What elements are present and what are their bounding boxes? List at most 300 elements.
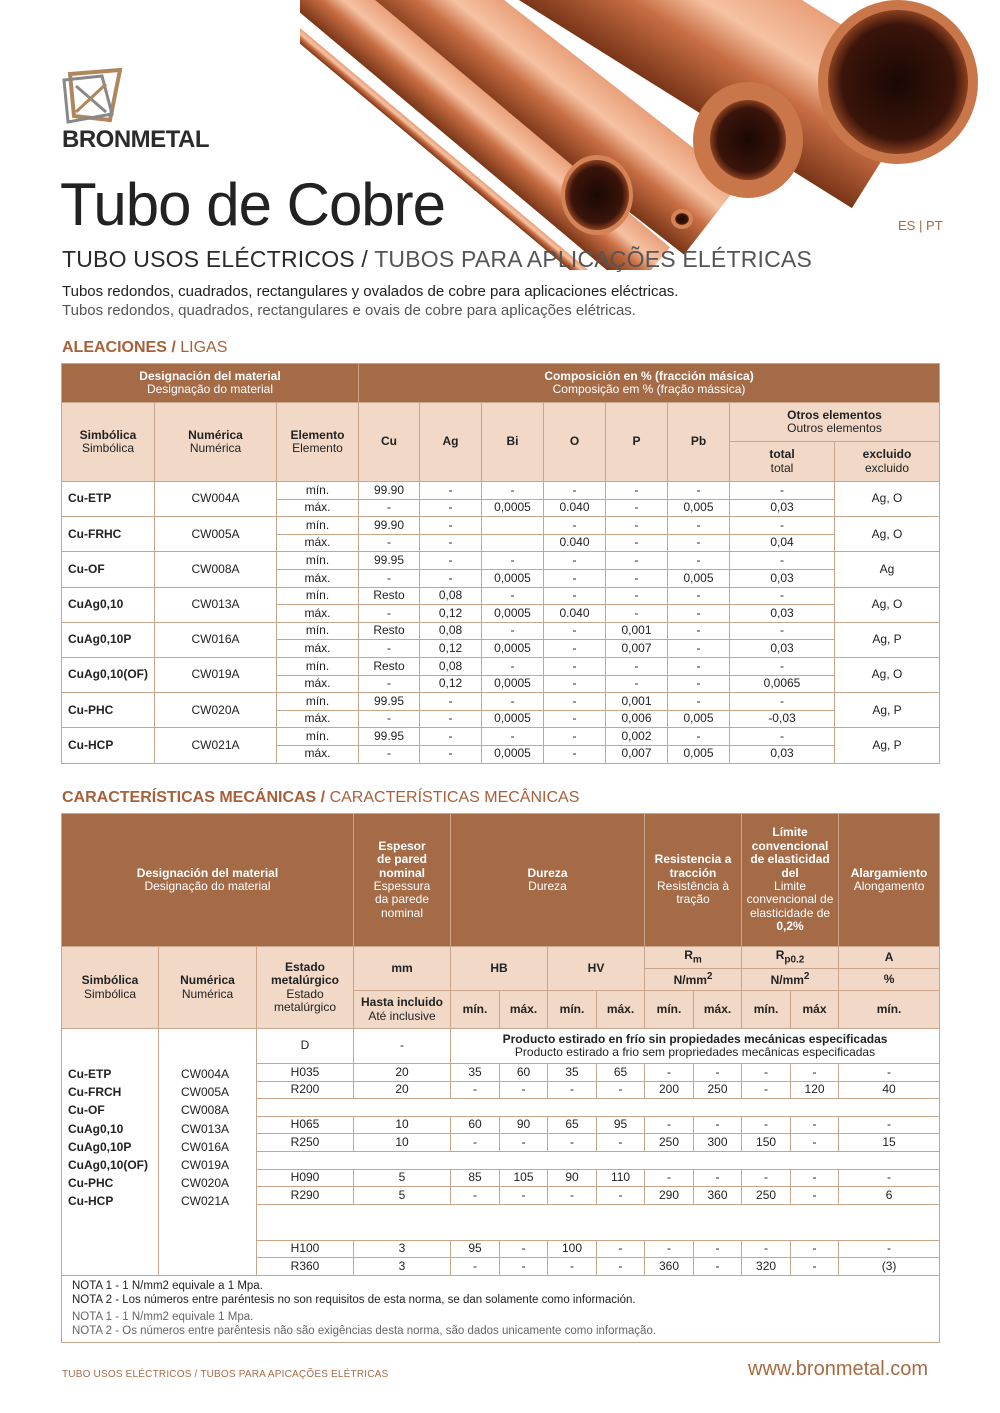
mech-section-pt: CARACTERÍSTICAS MECÂNICAS xyxy=(329,789,580,806)
alloy-excluded: Ag, O xyxy=(835,517,940,552)
alloy-cell: - xyxy=(544,693,606,711)
mech-number: CW008A xyxy=(181,1103,230,1118)
alloy-cell: máx. xyxy=(277,569,359,587)
alloy-cell: 0.040 xyxy=(544,499,606,517)
alloy-cell: 0,006 xyxy=(606,710,668,728)
alloy-cell: 0,0005 xyxy=(482,499,544,517)
alloys-row xyxy=(62,657,940,675)
mech-cell: 10 xyxy=(354,1116,451,1134)
alloy-cell: 0,08 xyxy=(420,622,482,640)
mech-cell: - xyxy=(597,1187,645,1205)
alloy-cell: - xyxy=(606,657,668,675)
mech-h-hasta xyxy=(354,991,451,1029)
mech-cell: 40 xyxy=(839,1081,940,1099)
mech-cell: 95 xyxy=(451,1240,500,1258)
mech-symbol: Cu-OF xyxy=(68,1103,105,1118)
footer-url[interactable]: www.bronmetal.com xyxy=(748,1358,929,1380)
alloy-cell: - xyxy=(668,675,730,693)
mech-cell: - xyxy=(645,1064,694,1082)
alloy-cell: - xyxy=(606,482,668,500)
alloy-cell: 0,12 xyxy=(420,675,482,693)
mech-h-rp-unit xyxy=(742,969,839,991)
mech-cell: 290 xyxy=(645,1187,694,1205)
mech-cell: 360 xyxy=(645,1258,694,1276)
alloy-number: CW020A xyxy=(155,693,277,728)
alloy-number: CW013A xyxy=(155,587,277,622)
mech-cell: - xyxy=(500,1240,548,1258)
alloys-h-elem-es: Elemento xyxy=(290,427,345,442)
mech-cell: - xyxy=(791,1240,839,1258)
note-pt: NOTA 2 - Os números entre parêntesis não são exigências desta norma, são dados unicamente como informação. xyxy=(72,1324,657,1337)
alloy-cell: - xyxy=(359,605,420,623)
mech-cell: - xyxy=(451,1081,500,1099)
alloy-cell: - xyxy=(730,622,835,640)
mech-cell: - xyxy=(597,1258,645,1276)
mech-cell: - xyxy=(791,1169,839,1187)
alloy-cell: - xyxy=(482,587,544,605)
mech-cell: H065 xyxy=(257,1116,354,1134)
page-title: Tubo de Cobre xyxy=(60,171,446,238)
mech-d-note-pt: Producto estirado a frio sem propriedades mecânicas especificadas xyxy=(514,1045,876,1059)
mech-cell: 105 xyxy=(500,1169,548,1187)
mech-cell: 5 xyxy=(354,1169,451,1187)
alloys-body xyxy=(62,482,940,764)
mech-h-simb xyxy=(62,947,159,1029)
alloy-cell: - xyxy=(668,640,730,658)
alloys-h-excl xyxy=(835,442,940,482)
alloys-h-otros-es: Otros elementos xyxy=(787,407,882,422)
alloys-h-num xyxy=(155,403,277,482)
alloy-cell: 0,0005 xyxy=(482,675,544,693)
mech-h-dur xyxy=(451,814,645,947)
mech-h-rm-sup: 2 xyxy=(706,971,713,983)
mech-h-rp-min: mín. xyxy=(742,991,791,1029)
alloy-cell: 0,0005 xyxy=(482,640,544,658)
alloy-cell: - xyxy=(606,587,668,605)
mech-cell: 20 xyxy=(354,1064,451,1082)
mech-cell: - xyxy=(791,1116,839,1134)
alloy-cell: 0,001 xyxy=(606,622,668,640)
alloys-row xyxy=(62,728,940,746)
alloys-row xyxy=(62,693,940,711)
mech-cell: - xyxy=(645,1240,694,1258)
alloy-cell: - xyxy=(482,657,544,675)
alloy-cell xyxy=(482,517,544,535)
mech-state: D xyxy=(257,1029,354,1064)
alloy-cell: - xyxy=(544,587,606,605)
alloys-h-elem-pt: Elemento xyxy=(292,441,343,455)
alloy-number: CW005A xyxy=(155,517,277,552)
mech-row xyxy=(62,1029,940,1064)
mech-cell: - xyxy=(548,1134,597,1152)
alloy-cell: 0,03 xyxy=(730,569,835,587)
alloy-cell: - xyxy=(606,534,668,552)
mech-cell: 200 xyxy=(645,1081,694,1099)
alloy-cell: - xyxy=(668,622,730,640)
alloys-h-num-pt: Numérica xyxy=(189,441,242,455)
alloy-cell: - xyxy=(668,517,730,535)
mech-symbol: Cu-HCP xyxy=(68,1194,114,1209)
alloy-cell: mín. xyxy=(277,482,359,500)
alloys-h-o: O xyxy=(544,403,606,482)
mech-h-rm-min: mín. xyxy=(645,991,694,1029)
alloy-excluded: Ag, P xyxy=(835,693,940,728)
mech-cell: - xyxy=(500,1081,548,1099)
alloy-cell: - xyxy=(482,622,544,640)
mech-h-num-pt: Numérica xyxy=(181,986,234,1001)
alloy-cell: - xyxy=(420,569,482,587)
mech-number: CW021A xyxy=(181,1194,230,1209)
mech-h-rp-sup: 2 xyxy=(803,971,810,983)
alloys-row xyxy=(62,552,940,570)
mech-number: CW013A xyxy=(181,1121,230,1136)
mech-cell: - xyxy=(791,1187,839,1205)
mech-number: CW005A xyxy=(181,1085,230,1100)
alloy-cell: mín. xyxy=(277,622,359,640)
alloy-cell: - xyxy=(668,693,730,711)
mech-d-note-es: Producto estirado en frío sin propiedades mecánicas especificadas xyxy=(502,1031,888,1046)
mech-cell: H090 xyxy=(257,1169,354,1187)
alloy-cell: máx. xyxy=(277,640,359,658)
mech-cell: 360 xyxy=(694,1187,742,1205)
mech-h-hv-max: máx. xyxy=(597,991,645,1029)
mech-h-lim-pt: Limite convencional de elasticidade de xyxy=(746,879,834,920)
mech-h-lim xyxy=(742,814,839,947)
mech-h-hb: HB xyxy=(451,947,548,991)
mech-cell: R200 xyxy=(257,1081,354,1099)
note-pt: NOTA 1 - 1 N/mm2 equivale 1 Mpa. xyxy=(72,1311,254,1324)
mech-cell: H035 xyxy=(257,1064,354,1082)
alloy-cell: - xyxy=(668,728,730,746)
alloy-cell: - xyxy=(420,517,482,535)
mech-cell: - xyxy=(742,1240,791,1258)
mech-cell: R290 xyxy=(257,1187,354,1205)
mech-header-row-1 xyxy=(62,814,940,947)
mech-cell: - xyxy=(645,1116,694,1134)
mech-spacer xyxy=(257,1099,940,1117)
alloy-cell: mín. xyxy=(277,587,359,605)
alloy-cell: 0,001 xyxy=(606,693,668,711)
mech-h-pct: % xyxy=(839,969,940,991)
alloys-h-elem xyxy=(277,403,359,482)
alloys-h-otros-pt: Outros elementos xyxy=(787,421,882,435)
mech-h-rm-nmm: N/mm xyxy=(673,973,707,988)
mech-h-rm-unit xyxy=(645,969,742,991)
note-es: NOTA 2 - Los números entre paréntesis no son requisitos de esta norma, se dan solamente como información. xyxy=(72,1293,636,1306)
alloys-h-num-es: Numérica xyxy=(188,427,243,442)
alloys-h-bi: Bi xyxy=(482,403,544,482)
mech-cell: - xyxy=(839,1169,940,1187)
mech-cell: 90 xyxy=(500,1116,548,1134)
alloy-cell: máx. xyxy=(277,745,359,763)
alloy-cell: - xyxy=(730,657,835,675)
mech-h-lim-es: Límite convencional de elasticidad del xyxy=(750,825,830,880)
mech-symbol: Cu-PHC xyxy=(68,1176,114,1191)
alloy-cell: máx. xyxy=(277,605,359,623)
alloy-cell: 0,005 xyxy=(668,745,730,763)
mech-h-a: A xyxy=(839,947,940,969)
mech-h-rp-nmm: N/mm xyxy=(770,973,804,988)
alloy-cell: - xyxy=(482,728,544,746)
mech-h-lim-b: 0,2% xyxy=(776,919,804,934)
mech-h-rp-max: máx xyxy=(791,991,839,1029)
mech-cell: 150 xyxy=(742,1134,791,1152)
mech-h-dur-es: Dureza xyxy=(527,865,568,880)
mech-cell: 110 xyxy=(597,1169,645,1187)
alloys-h-simb-pt: Simbólica xyxy=(81,441,135,455)
alloy-cell: 0,12 xyxy=(420,640,482,658)
mech-cell: 35 xyxy=(451,1064,500,1082)
mech-h-rm-r: R xyxy=(684,948,693,963)
alloy-cell: - xyxy=(420,482,482,500)
alloy-cell: - xyxy=(668,587,730,605)
mech-cell: - xyxy=(742,1081,791,1099)
alloy-cell: - xyxy=(359,499,420,517)
alloys-row xyxy=(62,622,940,640)
mech-table xyxy=(61,813,940,1343)
mech-cell: R250 xyxy=(257,1134,354,1152)
alloy-cell: - xyxy=(482,693,544,711)
mech-section-title xyxy=(62,789,579,807)
language-indicator: ES | PT xyxy=(898,218,943,233)
mech-number: CW004A xyxy=(181,1067,230,1081)
mech-cell: - xyxy=(839,1064,940,1082)
mech-cell: R360 xyxy=(257,1258,354,1276)
alloy-cell xyxy=(482,534,544,552)
mech-h-esp xyxy=(354,814,451,947)
alloys-h-comp-es: Composición en % (fracción másica) xyxy=(544,368,754,383)
mech-spacer xyxy=(257,1151,940,1169)
alloy-cell: 99.95 xyxy=(359,693,420,711)
mech-cell: 3 xyxy=(354,1258,451,1276)
alloy-cell: mín. xyxy=(277,657,359,675)
alloy-cell: 0,005 xyxy=(668,710,730,728)
alloy-number: CW019A xyxy=(155,657,277,692)
alloy-cell: - xyxy=(359,745,420,763)
alloy-cell: - xyxy=(420,728,482,746)
alloy-cell: máx. xyxy=(277,710,359,728)
alloy-cell: - xyxy=(730,728,835,746)
alloy-cell: 0,0005 xyxy=(482,569,544,587)
alloy-cell: 0,08 xyxy=(420,657,482,675)
mech-h-alar-pt: Alongamento xyxy=(853,879,925,893)
alloy-excluded: Ag, P xyxy=(835,728,940,763)
subtitle-es: TUBO USOS ELÉCTRICOS / xyxy=(62,246,375,272)
alloys-h-p: P xyxy=(606,403,668,482)
mech-h-res-pt: Resistência à tração xyxy=(657,879,730,907)
alloy-excluded: Ag, O xyxy=(835,657,940,692)
alloy-cell: 0.040 xyxy=(544,534,606,552)
mech-symbol: CuAg0,10 xyxy=(68,1121,124,1136)
mech-cell: 6 xyxy=(839,1187,940,1205)
mech-cell: - xyxy=(548,1187,597,1205)
mech-cell: 10 xyxy=(354,1134,451,1152)
mech-h-hv: HV xyxy=(548,947,645,991)
alloy-cell: - xyxy=(544,710,606,728)
alloy-symbol: Cu-HCP xyxy=(62,728,155,763)
alloy-cell: - xyxy=(544,728,606,746)
alloy-cell: -0,03 xyxy=(730,710,835,728)
alloys-h-excl-es: excluido xyxy=(862,447,912,462)
bronmetal-logo-icon xyxy=(62,66,124,124)
mech-cell: 250 xyxy=(694,1081,742,1099)
alloy-cell: - xyxy=(420,693,482,711)
alloy-cell: - xyxy=(544,657,606,675)
alloy-cell: - xyxy=(668,534,730,552)
note-es: NOTA 1 - 1 N/mm2 equivale a 1 Mpa. xyxy=(72,1279,263,1292)
brand-name: BRONMETAL xyxy=(62,126,210,153)
mech-number: CW020A xyxy=(181,1176,230,1191)
alloy-cell: - xyxy=(606,569,668,587)
alloys-table xyxy=(61,363,940,764)
alloy-cell: - xyxy=(544,569,606,587)
mech-h-rp-r: R xyxy=(775,948,785,963)
alloy-cell: - xyxy=(420,534,482,552)
alloy-cell: - xyxy=(668,552,730,570)
mech-numbers xyxy=(159,1029,257,1276)
mech-cell: 90 xyxy=(548,1169,597,1187)
alloy-cell: - xyxy=(359,675,420,693)
alloy-cell: Resto xyxy=(359,587,420,605)
alloys-row xyxy=(62,482,940,500)
mech-symbols xyxy=(62,1029,159,1276)
alloys-header-row-2 xyxy=(62,403,940,442)
mech-cell: - xyxy=(451,1134,500,1152)
mech-h-desig-pt: Designação do material xyxy=(144,879,271,893)
alloy-cell: 99.90 xyxy=(359,482,420,500)
alloy-cell: Resto xyxy=(359,622,420,640)
alloys-h-cu: Cu xyxy=(359,403,420,482)
mech-cell: - xyxy=(742,1064,791,1082)
alloy-cell: - xyxy=(359,569,420,587)
alloy-cell: - xyxy=(606,605,668,623)
alloy-cell: 0,03 xyxy=(730,605,835,623)
alloy-cell: 99.90 xyxy=(359,517,420,535)
alloy-cell: 0,03 xyxy=(730,640,835,658)
alloy-cell: - xyxy=(544,640,606,658)
alloy-cell: 0,04 xyxy=(730,534,835,552)
mech-cell: - xyxy=(645,1169,694,1187)
mech-cell: 35 xyxy=(548,1064,597,1082)
alloys-h-simb xyxy=(62,403,155,482)
mech-cell: (3) xyxy=(839,1258,940,1276)
mech-h-mm: mm xyxy=(354,947,451,991)
mech-cell: 120 xyxy=(791,1081,839,1099)
mech-cell: - xyxy=(500,1134,548,1152)
alloy-excluded: Ag, O xyxy=(835,482,940,517)
mech-cell: - xyxy=(742,1116,791,1134)
mech-h-simb-pt: Simbólica xyxy=(83,986,137,1001)
alloy-symbol: CuAg0,10(OF) xyxy=(62,657,155,692)
mech-cell: 65 xyxy=(548,1116,597,1134)
mech-cell: 20 xyxy=(354,1081,451,1099)
alloy-cell: - xyxy=(359,640,420,658)
alloy-cell: 0,0005 xyxy=(482,745,544,763)
mech-h-est xyxy=(257,947,354,1029)
alloy-cell: - xyxy=(730,482,835,500)
mech-h-alar xyxy=(839,814,940,947)
mech-cell: - xyxy=(791,1134,839,1152)
mech-cell: 15 xyxy=(839,1134,940,1152)
mech-cell: - xyxy=(791,1258,839,1276)
description-es: Tubos redondos, cuadrados, rectangulares y ovalados de cobre para aplicaciones eléctricas. xyxy=(62,283,679,300)
mech-cell: 85 xyxy=(451,1169,500,1187)
alloy-cell: - xyxy=(482,552,544,570)
alloy-cell: - xyxy=(730,552,835,570)
mech-h-desig-es: Designación del material xyxy=(136,865,279,880)
mech-cell: - xyxy=(500,1187,548,1205)
alloys-h-desig xyxy=(62,364,359,403)
footer-left: TUBO USOS ELÉCTRICOS / TUBOS PARA APICAÇÕES ELÉTRICAS xyxy=(62,1369,389,1380)
mech-cell: - xyxy=(597,1081,645,1099)
alloys-h-otros xyxy=(730,403,940,442)
mech-h-alar-es: Alargamiento xyxy=(850,865,928,880)
alloy-cell: - xyxy=(420,710,482,728)
subtitle-pt: TUBOS PARA APLICAÇÕES ELÉTRICAS xyxy=(374,246,812,272)
mech-cell: - xyxy=(597,1240,645,1258)
mech-cell: 320 xyxy=(742,1258,791,1276)
alloys-h-comp xyxy=(359,364,940,403)
alloys-section-pt: LIGAS xyxy=(180,339,228,356)
alloy-cell: 0.040 xyxy=(544,605,606,623)
alloy-cell: - xyxy=(544,675,606,693)
mech-cell: 3 xyxy=(354,1240,451,1258)
mech-symbol: CuAg0,10P xyxy=(68,1139,132,1154)
mech-h-rm-max: máx. xyxy=(694,991,742,1029)
alloy-cell: - xyxy=(668,605,730,623)
alloy-cell: - xyxy=(359,710,420,728)
alloys-h-total xyxy=(730,442,835,482)
mech-cell: - xyxy=(839,1116,940,1134)
alloys-header-row-1 xyxy=(62,364,940,403)
mech-thickness: - xyxy=(354,1029,451,1064)
mech-cell: - xyxy=(694,1064,742,1082)
mech-h-rm-sub: m xyxy=(692,954,702,966)
alloy-cell: - xyxy=(420,552,482,570)
mech-cell: 250 xyxy=(645,1134,694,1152)
mech-h-rp-sub: p0.2 xyxy=(784,954,805,966)
mech-cell: - xyxy=(451,1258,500,1276)
mech-h-res-es: Resistencia a tracción xyxy=(654,852,732,880)
mech-d-note xyxy=(451,1029,940,1064)
alloys-h-comp-pt: Composição em % (fração mássica) xyxy=(552,382,746,396)
alloy-symbol: CuAg0,10P xyxy=(62,622,155,657)
mech-h-est-es: Estado metalúrgico xyxy=(270,959,339,988)
alloy-excluded: Ag, P xyxy=(835,622,940,657)
alloys-h-pb: Pb xyxy=(668,403,730,482)
mech-h-rm xyxy=(645,947,742,969)
mech-symbol: CuAg0,10(OF) xyxy=(68,1158,149,1173)
alloy-cell: máx. xyxy=(277,675,359,693)
alloys-section-title xyxy=(62,339,227,357)
alloy-cell: - xyxy=(730,517,835,535)
alloy-cell: 99.95 xyxy=(359,728,420,746)
alloy-cell: - xyxy=(544,622,606,640)
mech-cell: 100 xyxy=(548,1240,597,1258)
mech-header-row-2 xyxy=(62,947,940,969)
mech-cell: - xyxy=(742,1169,791,1187)
alloy-cell: mín. xyxy=(277,693,359,711)
mech-cell: - xyxy=(694,1258,742,1276)
alloys-row xyxy=(62,517,940,535)
mech-h-esp-pt: Espessura da parede nominal xyxy=(373,879,431,920)
alloy-excluded: Ag, O xyxy=(835,587,940,622)
mech-cell: - xyxy=(451,1187,500,1205)
subtitle xyxy=(62,246,812,273)
mech-h-hasta-es: Hasta incluido xyxy=(360,995,443,1010)
mech-h-hv-min: mín. xyxy=(548,991,597,1029)
alloy-cell: - xyxy=(359,534,420,552)
